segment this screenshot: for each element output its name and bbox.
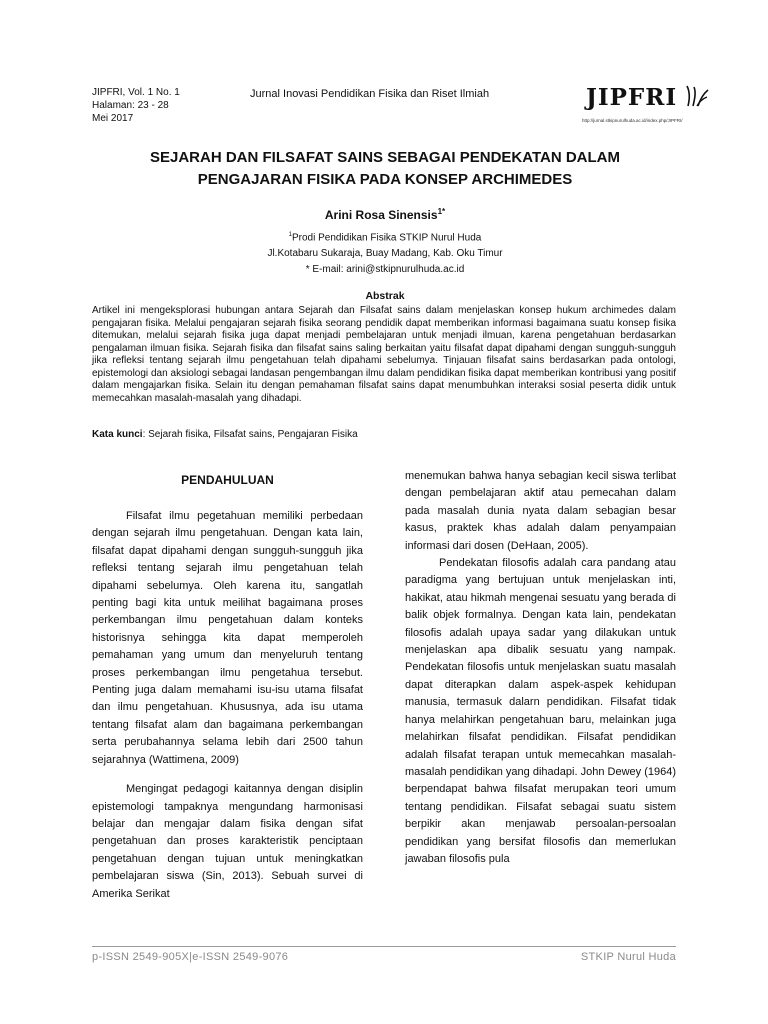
paragraph: Filsafat ilmu pegetahuan memiliki perbedaan dengan sejarah ilmu pengetahuan. Dengan kata lain, filsafat dapat dipahami dengan sungguh-sungguh jika refleksi tentang sejarah ilmu pengetahuan telah dipahami sebelumya. Oleh karena itu, sangatlah penting bagi kita untuk meilihat bagaimana proses perkembangan ilmu pengetahuan dalam konteks historisnya sehingga kita dapat memperoleh pemahaman yang umum dan menyeluruh tentang proses perkembangan ilmu pengetahua tersebut. Penting juga dalam memahami isu-isu utama filsafat dan ilmu pengetahuan. Khususnya, ada isu utama tentang filsafat alam dan bagaimana perkembangan serta perubahannya selama lebih dari 2500 tahun sejarahnya (Wattimena, 2009) — [92, 510, 363, 766]
publication-date: Mei 2017 — [92, 113, 134, 124]
affiliation-address: Jl.Kotabaru Sukaraja, Buay Madang, Kab. Oku Timur — [267, 248, 503, 260]
paragraph: Mengingat pedagogi kaitannya dengan disiplin epistemologi tampaknya mengundang harmonisasi belajar dan mengajar dalam fisika dengan sifat pengetahuan dan proses karakteristik penciptaan pengetahuan dengan tujuan untuk meningkatkan pembelajaran siswa (Sin, 2013). Sebuah survei di Amerika Serikat — [92, 783, 363, 900]
author-name-text: Arini Rosa Sinensis — [324, 208, 438, 222]
journal-meta — [92, 86, 180, 125]
abstract-text: Artikel ini mengeksplorasi hubungan antara Sejarah dan Filsafat sains dalam menjelaskan konsep hukum archimedes dalam pengajaran fisika. Melalui pengajaran sejarah fisika seorang pendidik dapat memberikan informasi bagaimana suatu konsep fisika ditemukan, melalui sejarah fisika juga dapat menjadi pembelajaran untuk menjadi ilmuan, karena pengetahuan berdasarkan pengalaman ilmuan fisika. Sejarah fisika dan filsafat sains saling berkaitan yaitu filsafat dapat dipahami dengan sungguh-sungguh jika refleksi tentang sejarah ilmu pengetahuan telah dipahami sebelumya. Tinjauan filsafat sains berdasarkan pada ontologi, epistemologi dan aksiologi sebagai landasan pengembangan ilmu dalam pendidikan fisika dapat memberikan kontribusi yang positif dalam mengajarkan fisika. Selain itu dengan pemahaman filsafat sains dapat menumbuhkan interaksi sosial peserta didik untuk memecahkan masalah-masalah yang dihadapi. — [92, 305, 676, 404]
paragraph: menemukan bahwa hanya sebagian kecil siswa terlibat dengan pembelajaran aktif atau pemecahan dalam pada masalah dunia nyata dalam sebagian besar kasus, praktek khas adalah dalam penyampaian informasi dari dosen (DeHaan, 2005). — [405, 470, 676, 552]
keywords — [92, 429, 358, 440]
left-column — [92, 508, 363, 903]
keywords-list: : Sejarah fisika, Filsafat sains, Pengajaran Fisika — [142, 429, 358, 440]
volume-info: JIPFRI, Vol. 1 No. 1 — [92, 87, 180, 98]
footer-divider — [92, 946, 676, 947]
paper-title — [80, 147, 690, 191]
footer-issn: p-ISSN 2549-905X|e-ISSN 2549-9076 — [92, 951, 289, 963]
footer-institution: STKIP Nurul Huda — [580, 951, 676, 963]
section-heading: PENDAHULUAN — [181, 473, 274, 487]
journal-url: http://jurnal.stkipnurulhuda.ac.id/index.php/JIPFRI/ — [582, 118, 683, 123]
author-name — [80, 207, 690, 222]
affiliation-program: Prodi Pendidikan Fisika STKIP Nurul Huda — [291, 232, 482, 244]
affiliation — [80, 227, 690, 278]
right-column — [405, 468, 676, 868]
title-line: SEJARAH DAN FILSAFAT SAINS SEBAGAI PENDEKATAN DALAM — [149, 149, 621, 166]
page-range: Halaman: 23 - 28 — [92, 100, 169, 111]
title-line: PENGAJARAN FISIKA PADA KONSEP ARCHIMEDES — [197, 171, 573, 188]
journal-name: Jurnal Inovasi Pendidikan Fisika dan Riset Ilmiah — [250, 88, 490, 100]
leaf-icon — [684, 84, 710, 108]
author-email: * E-mail: arini@stkipnurulhuda.ac.id — [305, 264, 465, 276]
affiliation-mark: 1 — [288, 232, 292, 238]
keywords-label: Kata kunci — [92, 429, 143, 440]
logo-text: JIPFRI — [586, 84, 678, 111]
author-mark: 1* — [437, 207, 446, 216]
journal-logo — [586, 84, 710, 111]
paragraph: Pendekatan filosofis adalah cara pandang atau paradigma yang bertujuan untuk menjelaskan inti, hakikat, atau hikmah mengenai sesuatu yang berada di balik objek formalnya. Dengan kata lain, pendekatan filosofis adalah upaya sadar yang dilakukan untuk menjelaskan apa dibalik sesuatu yang nampak. Pendekatan filosofis untuk menjelaskan suatu masalah dapat diterapkan dalam aspek-aspek kehidupan manusia, termasuk dalarn pendidikan. Filsafat tidak hanya melahirkan pengetahuan baru, melainkan juga melahirkan filsafat pendidikan. Filsafat pendidikan adalah filsafat terapan untuk memecahkan masalah-masalah pendidikan yang dihadapi. John Dewey (1964) berpendapat bahwa filsafat merupakan teori umum tentang pendidikan. Filsafat sebagai suatu sistem berpikir akan menjawab persoalan-persoalan pendidikan yang bersifat filosofis dan memerlukan jawaban filosofis pula — [405, 557, 676, 865]
abstract-heading: Abstrak — [365, 290, 405, 302]
